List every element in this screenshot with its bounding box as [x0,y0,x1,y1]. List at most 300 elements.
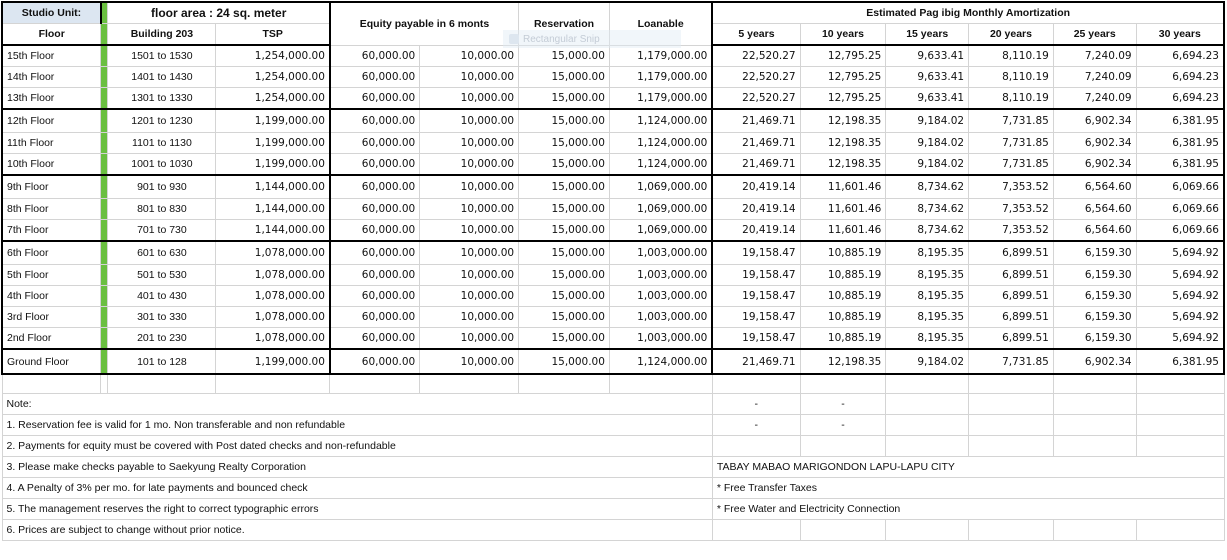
value-cell-res: 15,000.00 [519,67,610,88]
empty-cell [886,436,969,457]
value-cell-y15: 9,184.02 [886,109,969,133]
floor-cell: 2nd Floor [2,328,101,350]
value-cell-y25: 7,240.09 [1053,45,1136,67]
value-cell-y5: 22,520.27 [712,88,800,110]
unit-range-cell: 501 to 530 [108,265,216,286]
value-cell-y10: 11,601.46 [800,199,886,220]
value-cell-res: 15,000.00 [519,45,610,67]
tsp-cell: 1,144,000.00 [216,220,330,242]
green-marker [101,133,108,154]
table-row [2,154,1224,176]
value-cell-res: 15,000.00 [519,349,610,374]
tsp-cell: 1,078,000.00 [216,307,330,328]
empty-cell [886,415,969,436]
value-cell-y25: 6,159.30 [1053,286,1136,307]
value-cell-loan: 1,069,000.00 [609,199,712,220]
value-cell-y30: 6,381.95 [1136,133,1224,154]
value-cell-eq1: 60,000.00 [330,199,420,220]
table-row [2,88,1224,110]
value-cell-y15: 8,734.62 [886,199,969,220]
value-cell-eq1: 60,000.00 [330,175,420,199]
value-cell-y15: 9,633.41 [886,45,969,67]
table-row [2,349,1224,374]
value-cell-eq2: 10,000.00 [420,220,519,242]
years-15-header: 15 years [886,24,969,46]
value-cell-y5: 21,469.71 [712,349,800,374]
empty-cell [969,436,1054,457]
note-item: 6. Prices are subject to change without prior notice. [2,520,712,541]
value-cell-res: 15,000.00 [519,307,610,328]
value-cell-eq1: 60,000.00 [330,133,420,154]
floor-area-label: floor area : 24 sq. meter [108,2,330,24]
value-cell-eq2: 10,000.00 [420,45,519,67]
unit-range-cell: 1101 to 1130 [108,133,216,154]
value-cell-y20: 6,899.51 [969,241,1054,265]
value-cell-res: 15,000.00 [519,328,610,350]
green-marker [101,241,108,265]
empty-cell [800,374,886,394]
pricing-table [1,1,1225,541]
note-right-text: * Free Transfer Taxes [712,478,1224,499]
empty-cell [1136,415,1224,436]
value-cell-y20: 7,353.52 [969,199,1054,220]
value-cell-eq2: 10,000.00 [420,88,519,110]
value-cell-loan: 1,179,000.00 [609,67,712,88]
green-marker [101,220,108,242]
value-cell-y30: 5,694.92 [1136,328,1224,350]
value-cell-eq2: 10,000.00 [420,241,519,265]
value-cell-y5: 22,520.27 [712,45,800,67]
value-cell-y10: 12,198.35 [800,109,886,133]
value-cell-y25: 6,159.30 [1053,307,1136,328]
value-cell-y30: 6,069.66 [1136,175,1224,199]
value-cell-loan: 1,003,000.00 [609,265,712,286]
floor-cell: 5th Floor [2,265,101,286]
value-cell-y25: 6,564.60 [1053,175,1136,199]
unit-range-cell: 601 to 630 [108,241,216,265]
green-marker [101,109,108,133]
value-cell-y25: 6,902.34 [1053,109,1136,133]
value-cell-y25: 6,902.34 [1053,133,1136,154]
dash-cell: - [712,394,800,415]
value-cell-y20: 7,731.85 [969,109,1054,133]
value-cell-y20: 8,110.19 [969,88,1054,110]
tsp-cell: 1,254,000.00 [216,67,330,88]
table-row [2,133,1224,154]
floor-cell: 6th Floor [2,241,101,265]
value-cell-y10: 11,601.46 [800,220,886,242]
value-cell-res: 15,000.00 [519,265,610,286]
value-cell-loan: 1,003,000.00 [609,328,712,350]
value-cell-eq1: 60,000.00 [330,154,420,176]
value-cell-y10: 10,885.19 [800,307,886,328]
table-row [2,67,1224,88]
value-cell-y10: 12,198.35 [800,154,886,176]
value-cell-eq2: 10,000.00 [420,307,519,328]
dash-cell [712,520,800,541]
value-cell-eq1: 60,000.00 [330,67,420,88]
floor-cell: 8th Floor [2,199,101,220]
value-cell-y20: 7,731.85 [969,349,1054,374]
value-cell-eq1: 60,000.00 [330,241,420,265]
table-row [2,307,1224,328]
value-cell-y20: 8,110.19 [969,67,1054,88]
note-row [2,436,1224,457]
floor-column-header: Floor [2,24,101,46]
tsp-cell: 1,199,000.00 [216,133,330,154]
value-cell-y10: 10,885.19 [800,286,886,307]
value-cell-y5: 21,469.71 [712,154,800,176]
value-cell-y10: 12,198.35 [800,133,886,154]
value-cell-y5: 19,158.47 [712,286,800,307]
tsp-cell: 1,144,000.00 [216,175,330,199]
blank-row [2,374,1224,394]
value-cell-res: 15,000.00 [519,175,610,199]
value-cell-y15: 9,184.02 [886,154,969,176]
note-item: 4. A Penalty of 3% per mo. for late payments and bounced check [2,478,712,499]
years-5-header: 5 years [712,24,800,46]
table-row [2,328,1224,350]
dash-cell: - [712,415,800,436]
value-cell-y20: 6,899.51 [969,265,1054,286]
empty-cell [1053,436,1136,457]
value-cell-eq2: 10,000.00 [420,328,519,350]
value-cell-y10: 10,885.19 [800,265,886,286]
unit-range-cell: 1301 to 1330 [108,88,216,110]
value-cell-y30: 5,694.92 [1136,286,1224,307]
note-item: 1. Reservation fee is valid for 1 mo. Non transferable and non refundable [2,415,712,436]
empty-cell [330,374,420,394]
years-20-header: 20 years [969,24,1054,46]
table-row [2,265,1224,286]
value-cell-y30: 6,381.95 [1136,349,1224,374]
table-row [2,109,1224,133]
value-cell-y20: 7,353.52 [969,175,1054,199]
empty-cell [969,394,1054,415]
green-marker [101,45,108,67]
value-cell-y15: 9,184.02 [886,133,969,154]
green-marker [101,175,108,199]
green-marker [101,154,108,176]
equity-header: Equity payable in 6 monts [330,2,519,45]
value-cell-y25: 6,159.30 [1053,328,1136,350]
value-cell-loan: 1,124,000.00 [609,349,712,374]
empty-cell [712,374,800,394]
unit-range-cell: 401 to 430 [108,286,216,307]
value-cell-res: 15,000.00 [519,154,610,176]
value-cell-y20: 8,110.19 [969,45,1054,67]
empty-cell [519,374,610,394]
empty-cell [886,374,969,394]
green-marker [101,286,108,307]
years-10-header: 10 years [800,24,886,46]
value-cell-y5: 22,520.27 [712,67,800,88]
floor-cell: 12th Floor [2,109,101,133]
value-cell-y20: 7,353.52 [969,220,1054,242]
unit-range-cell: 1001 to 1030 [108,154,216,176]
value-cell-y5: 19,158.47 [712,328,800,350]
empty-cell [101,374,108,394]
empty-cell [216,374,330,394]
value-cell-y5: 19,158.47 [712,307,800,328]
value-cell-y15: 8,195.35 [886,286,969,307]
value-cell-y25: 6,564.60 [1053,220,1136,242]
tsp-cell: 1,254,000.00 [216,45,330,67]
floor-cell: 4th Floor [2,286,101,307]
green-marker [101,24,108,46]
value-cell-loan: 1,069,000.00 [609,175,712,199]
value-cell-y15: 9,633.41 [886,88,969,110]
snip-icon [509,34,519,44]
value-cell-y30: 6,381.95 [1136,154,1224,176]
value-cell-y25: 6,902.34 [1053,349,1136,374]
value-cell-eq1: 60,000.00 [330,349,420,374]
value-cell-eq2: 10,000.00 [420,109,519,133]
value-cell-y15: 8,195.35 [886,307,969,328]
value-cell-eq1: 60,000.00 [330,109,420,133]
snip-label: Rectangular Snip [523,33,600,45]
dash-cell [800,436,886,457]
empty-cell [1136,374,1224,394]
value-cell-y30: 6,694.23 [1136,45,1224,67]
note-row [2,394,1224,415]
value-cell-y20: 6,899.51 [969,307,1054,328]
unit-range-cell: 1201 to 1230 [108,109,216,133]
reservation-header: Reservation [519,2,610,45]
value-cell-loan: 1,124,000.00 [609,109,712,133]
value-cell-y15: 8,734.62 [886,220,969,242]
value-cell-y25: 7,240.09 [1053,67,1136,88]
value-cell-loan: 1,124,000.00 [609,133,712,154]
green-marker [101,67,108,88]
empty-cell [2,374,101,394]
value-cell-res: 15,000.00 [519,109,610,133]
dash-cell: - [800,415,886,436]
floor-cell: 9th Floor [2,175,101,199]
note-item: 3. Please make checks payable to Saekyung Realty Corporation [2,457,712,478]
note-row [2,415,1224,436]
green-marker [101,349,108,374]
value-cell-y10: 12,795.25 [800,45,886,67]
table-row [2,241,1224,265]
tsp-cell: 1,078,000.00 [216,265,330,286]
table-row [2,199,1224,220]
value-cell-y10: 11,601.46 [800,175,886,199]
value-cell-res: 15,000.00 [519,133,610,154]
floor-cell: 10th Floor [2,154,101,176]
empty-cell [1053,520,1136,541]
note-item: 2. Payments for equity must be covered with Post dated checks and non-refundable [2,436,712,457]
tsp-cell: 1,144,000.00 [216,199,330,220]
years-30-header: 30 years [1136,24,1224,46]
value-cell-loan: 1,179,000.00 [609,88,712,110]
value-cell-y30: 5,694.92 [1136,265,1224,286]
value-cell-eq2: 10,000.00 [420,154,519,176]
floor-cell: 13th Floor [2,88,101,110]
value-cell-y10: 12,795.25 [800,67,886,88]
empty-cell [420,374,519,394]
value-cell-eq2: 10,000.00 [420,349,519,374]
value-cell-eq2: 10,000.00 [420,199,519,220]
floor-cell: Ground Floor [2,349,101,374]
dash-cell: - [800,394,886,415]
value-cell-y25: 7,240.09 [1053,88,1136,110]
green-marker [101,307,108,328]
note-row [2,478,1224,499]
value-cell-y5: 20,419.14 [712,175,800,199]
value-cell-y15: 8,195.35 [886,241,969,265]
studio-unit-label: Studio Unit: [2,2,101,24]
tsp-cell: 1,078,000.00 [216,286,330,307]
rectangular-snip-overlay[interactable] [503,30,681,48]
loanable-header: Loanable [609,2,712,45]
value-cell-y30: 6,381.95 [1136,109,1224,133]
tsp-cell: 1,199,000.00 [216,349,330,374]
value-cell-eq1: 60,000.00 [330,307,420,328]
unit-range-cell: 201 to 230 [108,328,216,350]
value-cell-y15: 9,633.41 [886,67,969,88]
value-cell-y30: 6,069.66 [1136,199,1224,220]
table-row [2,45,1224,67]
value-cell-y15: 9,184.02 [886,349,969,374]
value-cell-y20: 7,731.85 [969,133,1054,154]
value-cell-eq2: 10,000.00 [420,286,519,307]
empty-cell [969,415,1054,436]
table-row [2,220,1224,242]
note-right-text: * Free Water and Electricity Connection [712,499,1224,520]
value-cell-y10: 12,795.25 [800,88,886,110]
value-cell-loan: 1,069,000.00 [609,220,712,242]
floor-cell: 14th Floor [2,67,101,88]
value-cell-res: 15,000.00 [519,199,610,220]
building-column-header: Building 203 [108,24,216,46]
value-cell-y15: 8,195.35 [886,265,969,286]
note-row [2,499,1224,520]
table-row [2,286,1224,307]
empty-cell [1136,394,1224,415]
value-cell-y30: 5,694.92 [1136,241,1224,265]
empty-cell [1136,436,1224,457]
value-cell-eq1: 60,000.00 [330,45,420,67]
unit-range-cell: 101 to 128 [108,349,216,374]
floor-cell: 3rd Floor [2,307,101,328]
tsp-cell: 1,254,000.00 [216,88,330,110]
empty-cell [108,374,216,394]
value-cell-y5: 21,469.71 [712,133,800,154]
empty-cell [969,374,1054,394]
green-marker [101,2,108,24]
tsp-column-header: TSP [216,24,330,46]
table-row [2,175,1224,199]
value-cell-eq1: 60,000.00 [330,328,420,350]
empty-cell [886,394,969,415]
note-right-text: TABAY MABAO MARIGONDON LAPU-LAPU CITY [712,457,1224,478]
value-cell-y20: 7,731.85 [969,154,1054,176]
tsp-cell: 1,199,000.00 [216,109,330,133]
value-cell-y20: 6,899.51 [969,328,1054,350]
value-cell-y25: 6,159.30 [1053,241,1136,265]
tsp-cell: 1,199,000.00 [216,154,330,176]
value-cell-res: 15,000.00 [519,220,610,242]
tsp-cell: 1,078,000.00 [216,328,330,350]
value-cell-y5: 20,419.14 [712,199,800,220]
value-cell-eq1: 60,000.00 [330,286,420,307]
floor-cell: 7th Floor [2,220,101,242]
value-cell-eq2: 10,000.00 [420,67,519,88]
value-cell-loan: 1,179,000.00 [609,45,712,67]
unit-range-cell: 1501 to 1530 [108,45,216,67]
value-cell-y10: 10,885.19 [800,241,886,265]
note-row [2,520,1224,541]
value-cell-y10: 12,198.35 [800,349,886,374]
value-cell-y5: 21,469.71 [712,109,800,133]
value-cell-loan: 1,124,000.00 [609,154,712,176]
value-cell-y20: 6,899.51 [969,286,1054,307]
value-cell-y25: 6,902.34 [1053,154,1136,176]
empty-cell [609,374,712,394]
years-25-header: 25 years [1053,24,1136,46]
value-cell-eq1: 60,000.00 [330,220,420,242]
floor-cell: 11th Floor [2,133,101,154]
note-title: Note: [2,394,712,415]
empty-cell [1136,520,1224,541]
value-cell-y5: 19,158.47 [712,241,800,265]
green-marker [101,199,108,220]
value-cell-res: 15,000.00 [519,286,610,307]
value-cell-y30: 6,694.23 [1136,67,1224,88]
empty-cell [1053,394,1136,415]
value-cell-loan: 1,003,000.00 [609,241,712,265]
floor-cell: 15th Floor [2,45,101,67]
unit-range-cell: 1401 to 1430 [108,67,216,88]
amortization-header: Estimated Pag ibig Monthly Amortization [712,2,1224,24]
empty-cell [969,520,1054,541]
value-cell-y25: 6,159.30 [1053,265,1136,286]
value-cell-res: 15,000.00 [519,88,610,110]
value-cell-y5: 20,419.14 [712,220,800,242]
unit-range-cell: 901 to 930 [108,175,216,199]
value-cell-eq1: 60,000.00 [330,88,420,110]
value-cell-eq2: 10,000.00 [420,265,519,286]
dash-cell [712,436,800,457]
value-cell-eq2: 10,000.00 [420,133,519,154]
dash-cell [800,520,886,541]
value-cell-y15: 8,734.62 [886,175,969,199]
value-cell-y5: 19,158.47 [712,265,800,286]
value-cell-y15: 8,195.35 [886,328,969,350]
value-cell-eq2: 10,000.00 [420,175,519,199]
note-row [2,457,1224,478]
unit-range-cell: 301 to 330 [108,307,216,328]
value-cell-y30: 5,694.92 [1136,307,1224,328]
unit-range-cell: 801 to 830 [108,199,216,220]
value-cell-y25: 6,564.60 [1053,199,1136,220]
value-cell-eq1: 60,000.00 [330,265,420,286]
green-marker [101,88,108,110]
value-cell-y30: 6,694.23 [1136,88,1224,110]
green-marker [101,328,108,350]
value-cell-y10: 10,885.19 [800,328,886,350]
empty-cell [1053,374,1136,394]
tsp-cell: 1,078,000.00 [216,241,330,265]
empty-cell [1053,415,1136,436]
value-cell-y30: 6,069.66 [1136,220,1224,242]
value-cell-loan: 1,003,000.00 [609,286,712,307]
green-marker [101,265,108,286]
empty-cell [886,520,969,541]
note-item: 5. The management reserves the right to correct typographic errors [2,499,712,520]
value-cell-loan: 1,003,000.00 [609,307,712,328]
